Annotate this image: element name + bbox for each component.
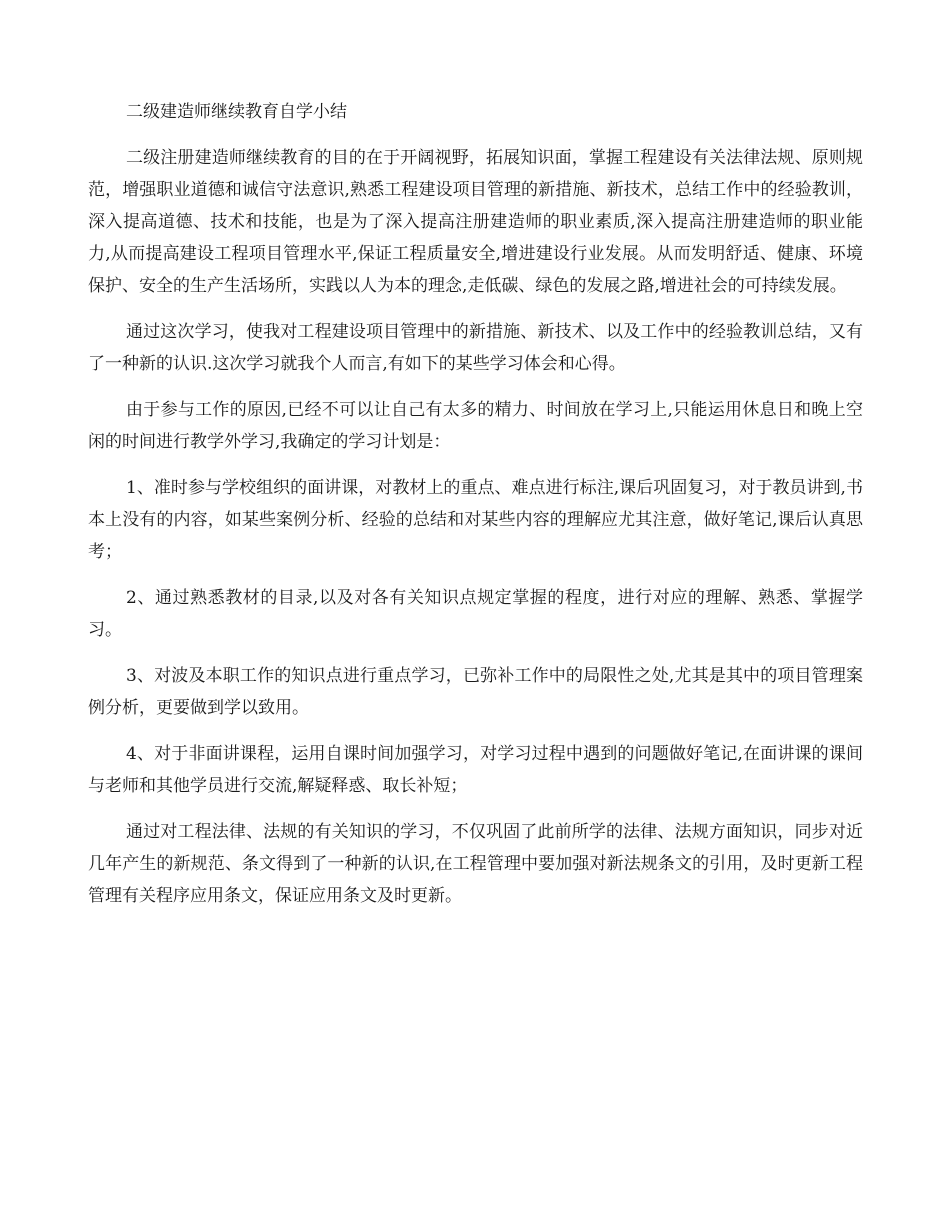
document-body xyxy=(88,96,863,926)
paragraph-item-3: 3、对波及本职工作的知识点进行重点学习，已弥补工作中的局限性之处,尤其是其中的项目管理案例分析，更要做到学以致用。 xyxy=(88,666,863,718)
paragraph-item-4: 4、对于非面讲课程，运用自课时间加强学习，对学习过程中遇到的问题做好笔记,在面讲课的课间与老师和其他学员进行交流,解疑释惑、取长补短； xyxy=(88,744,863,796)
paragraph-item-1: 1、准时参与学校组织的面讲课，对教材上的重点、难点进行标注,课后巩固复习，对于教员讲到,书本上没有的内容，如某些案例分析、经验的总结和对某些内容的理解应尤其注意，做好笔记,课后认真思考； xyxy=(88,478,863,562)
document-title: 二级建造师继续教育自学小结 xyxy=(126,102,347,122)
paragraph-item-2: 2、通过熟悉教材的目录,以及对各有关知识点规定掌握的程度，进行对应的理解、熟悉、掌握学习。 xyxy=(88,588,863,640)
paragraph-1: 二级注册建造师继续教育的目的在于开阔视野，拓展知识面，掌握工程建设有关法律法规、原则规范，增强职业道德和诚信守法意识,熟悉工程建设项目管理的新措施、新技术，总结工作中的经验教训，深入提高道德、技术和技能，也是为了深入提高注册建造师的职业素质,深入提高注册建造师的职业能力,从而提高建设工程项目管理水平,保证工程质量安全,增进建设行业发展。从而发明舒适、健康、环境保护、安全的生产生活场所，实践以人为本的理念,走低碳、绿色的发展之路,增进社会的可持续发展。 xyxy=(88,148,863,296)
paragraph-2: 通过这次学习，使我对工程建设项目管理中的新措施、新技术、以及工作中的经验教训总结，又有了一种新的认识.这次学习就我个人而言,有如下的某些学习体会和心得。 xyxy=(88,322,863,374)
paragraph-conclusion: 通过对工程法律、法规的有关知识的学习，不仅巩固了此前所学的法律、法规方面知识，同步对近几年产生的新规范、条文得到了一种新的认识,在工程管理中要加强对新法规条文的引用，及时更新工程管理有关程序应用条文，保证应用条文及时更新。 xyxy=(88,822,863,906)
paragraph-3: 由于参与工作的原因,已经不可以让自己有太多的精力、时间放在学习上,只能运用休息日和晚上空闲的时间进行教学外学习,我确定的学习计划是： xyxy=(88,400,863,452)
